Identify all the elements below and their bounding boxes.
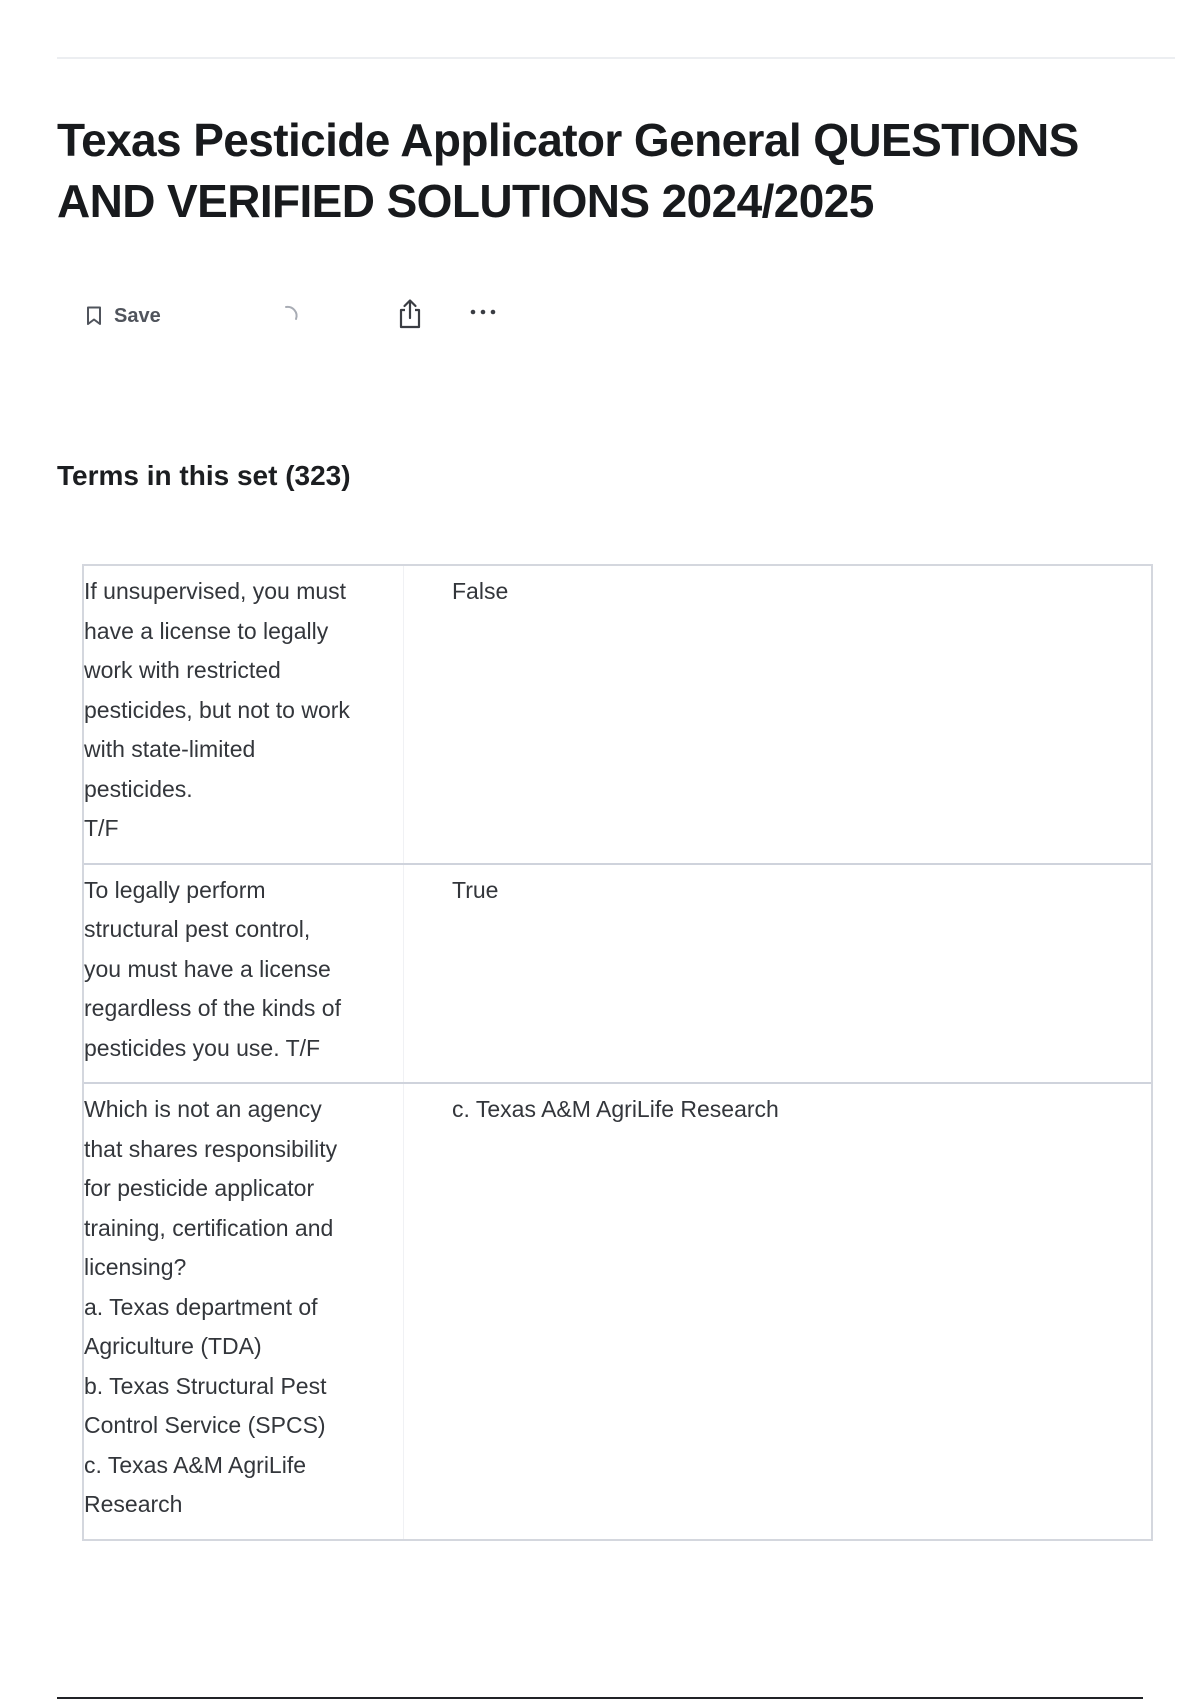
action-toolbar [86,296,161,336]
spinner-icon [276,304,300,328]
bookmark-icon [86,306,102,326]
term-card[interactable] [84,865,1151,1085]
term-text: If unsupervised, you must have a license to legally work with restricted pesticides, but not to work with state-limited pesticides. T/F [84,566,404,863]
term-text: To legally perform structural pest control, you must have a license regardless of the kinds of pesticides you use. T/F [84,865,404,1083]
page-title: Texas Pesticide Applicator General QUESTIONS AND VERIFIED SOLUTIONS 2024/2025 [57,114,1079,227]
save-button[interactable] [86,305,161,328]
definition-text: True [452,876,499,903]
more-options-button[interactable] [468,302,498,322]
more-horizontal-icon [468,302,498,322]
definition-text: c. Texas A&M AgriLife Research [452,1096,779,1122]
terms-table [82,564,1153,1541]
bottom-divider [57,1697,1143,1699]
terms-count-heading: Terms in this set (323) [57,460,351,491]
term-card[interactable] [84,1084,1151,1539]
top-divider [57,57,1175,59]
save-label: Save [114,304,161,327]
definition-text: False [452,578,509,604]
term-text: Which is not an agency that shares responsibility for pesticide applicator training, certification and licensing? a. Texas department of Agriculture (TDA) b. Texas Structural Pest Control Service (SPCS) c. Texas A&M AgriLife Research [84,1084,404,1539]
share-icon [396,298,424,330]
share-button[interactable] [396,298,424,330]
term-card[interactable] [84,566,1151,865]
